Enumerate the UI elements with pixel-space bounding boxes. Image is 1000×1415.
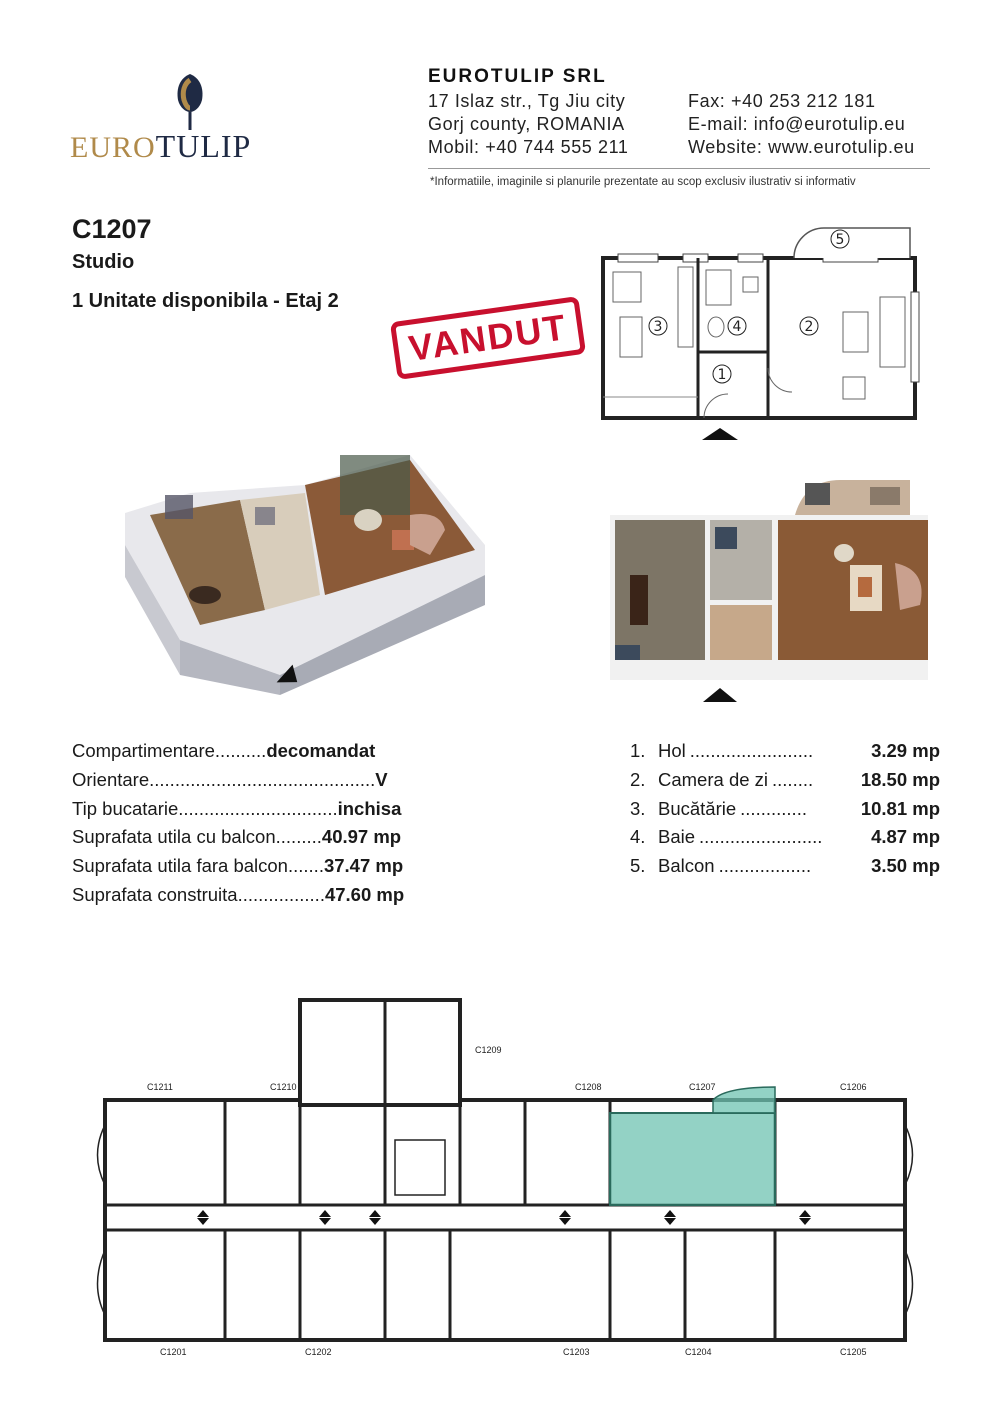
spec-leader-dots: ......... xyxy=(275,826,322,848)
spec-row xyxy=(72,740,452,769)
room-number: 2. xyxy=(630,768,646,790)
room-row xyxy=(630,826,940,855)
spec-row xyxy=(72,769,452,798)
spec-value: V xyxy=(375,768,388,790)
room-areas xyxy=(630,740,940,884)
building-floor-plan xyxy=(85,995,925,1365)
room-area: 4.87 mp xyxy=(871,826,940,848)
spec-label: Suprafata utila fara balcon xyxy=(72,855,288,877)
spec-leader-dots: ....... xyxy=(287,855,324,877)
spec-value: 37.47 mp xyxy=(323,855,404,877)
disclaimer: *Informatiile, imaginile si planurile prezentate au scop exclusiv ilustrativ si informativ xyxy=(430,176,856,188)
room-name: Balcon xyxy=(658,855,715,877)
spec-value: decomandat xyxy=(266,740,376,761)
room-area: 3.50 mp xyxy=(871,855,940,877)
tulip-icon xyxy=(170,70,210,132)
unit-label-c1209: C1209 xyxy=(475,1045,502,1055)
room-area: 3.29 mp xyxy=(871,740,940,761)
room-name: Baie xyxy=(658,826,696,848)
room-leader-dots: .................. xyxy=(718,855,812,877)
availability: 1 Unitate disponibila - Etaj 2 xyxy=(72,290,339,312)
unit-label-c1201: C1201 xyxy=(160,1347,187,1357)
room-1-marker: 1 xyxy=(717,367,727,383)
unit-label-c1211: C1211 xyxy=(147,1082,173,1092)
unit-label-c1206: C1206 xyxy=(840,1082,867,1092)
spec-leader-dots: ............................... xyxy=(178,797,338,819)
top-down-render xyxy=(610,475,940,705)
header-divider xyxy=(428,168,930,169)
unit-label-c1207: C1207 xyxy=(689,1082,716,1092)
unit-label-c1203: C1203 xyxy=(563,1347,590,1357)
spec-row xyxy=(72,855,452,884)
spec-leader-dots: .......... xyxy=(214,740,267,761)
room-leader-dots: ........................ xyxy=(689,740,814,761)
address-line-2: Gorj county, ROMANIA xyxy=(428,114,625,134)
spec-leader-dots: ............................................ xyxy=(149,768,376,790)
room-name: Camera de zi xyxy=(658,768,769,790)
highlighted-unit-c1207[interactable] xyxy=(610,1113,775,1205)
unit-label-c1210: C1210 xyxy=(270,1082,297,1092)
room-leader-dots: ............. xyxy=(740,797,807,819)
spec-value: inchisa xyxy=(337,797,402,819)
room-3-marker: 3 xyxy=(653,319,663,335)
room-4-marker: 4 xyxy=(732,319,742,335)
room-row xyxy=(630,740,940,769)
room-name: Bucătărie xyxy=(658,797,737,819)
room-2-marker: 2 xyxy=(804,319,814,335)
eurotulip-logo xyxy=(70,70,330,170)
address-line-1: 17 Islaz str., Tg Jiu city xyxy=(428,91,626,111)
apartment-code: C1207 xyxy=(72,214,152,244)
spec-label: Tip bucatarie xyxy=(72,797,179,819)
spec-row xyxy=(72,884,452,913)
unit-label-c1204: C1204 xyxy=(685,1347,712,1357)
fax: Fax: +40 253 212 181 xyxy=(688,91,876,111)
unit-label-c1205: C1205 xyxy=(840,1347,867,1357)
room-area: 10.81 mp xyxy=(860,797,940,819)
room-leader-dots: ........ xyxy=(772,768,814,790)
room-leader-dots: ........................ xyxy=(699,826,823,848)
spec-label: Orientare xyxy=(72,768,150,790)
spec-row xyxy=(72,798,452,827)
spec-value: 40.97 mp xyxy=(321,826,402,848)
apartment-type: Studio xyxy=(72,251,135,273)
room-area: 18.50 mp xyxy=(860,768,940,790)
unit-label-c1208: C1208 xyxy=(575,1082,602,1092)
company-info xyxy=(428,66,933,158)
unit-label-c1202: C1202 xyxy=(305,1347,332,1357)
room-row xyxy=(630,769,940,798)
room-row xyxy=(630,855,940,884)
room-name: Hol xyxy=(658,740,686,761)
spec-label: Suprafata construita xyxy=(72,883,238,905)
isometric-3d-render xyxy=(110,405,495,695)
website[interactable]: Website: www.eurotulip.eu xyxy=(688,137,915,157)
email[interactable]: E-mail: info@eurotulip.eu xyxy=(688,114,906,134)
room-row xyxy=(630,798,940,827)
sold-stamp: VANDUT xyxy=(390,296,586,380)
mobile: Mobil: +40 744 555 211 xyxy=(428,137,629,157)
room-5-marker: 5 xyxy=(835,232,845,248)
spec-leader-dots: ................. xyxy=(237,883,325,905)
spec-row xyxy=(72,826,452,855)
spec-label: Suprafata utila cu balcon xyxy=(72,826,276,848)
apartment-floor-plan xyxy=(598,222,938,444)
room-number: 4. xyxy=(630,826,646,848)
company-name: EUROTULIP SRL xyxy=(428,66,607,87)
room-number: 5. xyxy=(630,855,646,877)
apartment-specs xyxy=(72,740,452,913)
room-number: 1. xyxy=(630,740,646,761)
room-number: 3. xyxy=(630,797,646,819)
logo-wordmark: EUROTULIP xyxy=(70,128,252,164)
spec-label: Compartimentare xyxy=(72,740,215,761)
spec-value: 47.60 mp xyxy=(324,883,405,905)
